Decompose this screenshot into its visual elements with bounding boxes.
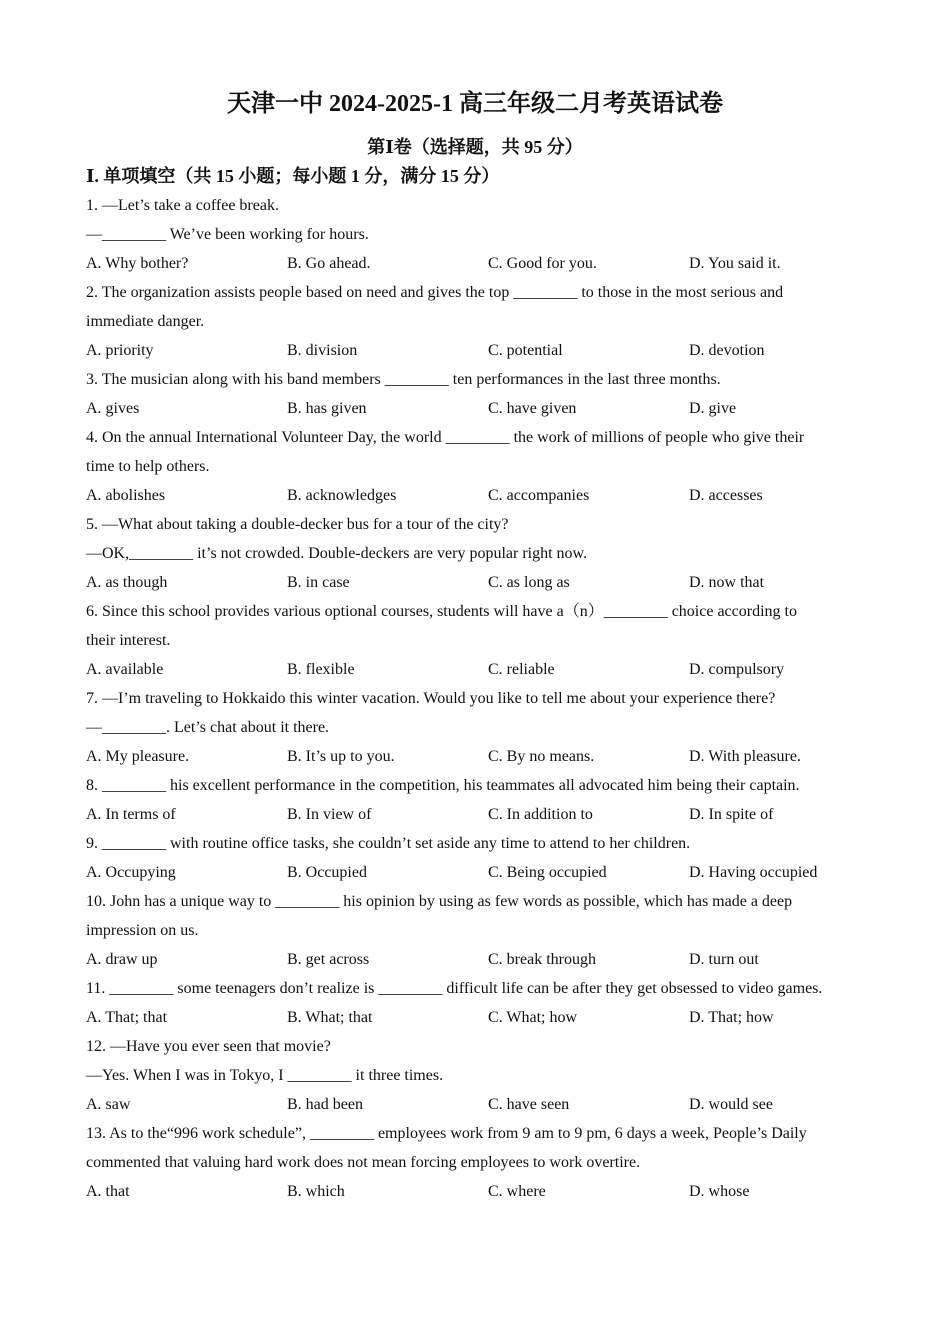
question-line: 9. ________ with routine office tasks, she couldn’t set aside any time to attend to her children. xyxy=(86,835,691,852)
question-line: 13. As to the“996 work schedule”, ________ employees work from 9 am to 9 pm, 6 days a week, People’s Daily xyxy=(86,1125,807,1142)
question-8 xyxy=(86,771,866,829)
question-line: 3. The musician along with his band members ________ ten performances in the last three months. xyxy=(86,371,721,388)
option-c: C. have given xyxy=(488,400,577,417)
option-c: C. Being occupied xyxy=(488,864,607,881)
option-b: B. had been xyxy=(287,1096,363,1113)
option-b: B. in case xyxy=(287,574,350,591)
section-heading: Ⅰ. 单项填空（共 15 小题；每小题 1 分，满分 15 分） xyxy=(86,166,500,186)
options-row xyxy=(86,742,866,771)
options-row xyxy=(86,1177,866,1206)
options-row xyxy=(86,1003,866,1032)
option-a: A. gives xyxy=(86,400,140,417)
option-d: D. devotion xyxy=(689,342,765,359)
options-row xyxy=(86,249,866,278)
question-5 xyxy=(86,510,866,597)
options-row xyxy=(86,1090,866,1119)
option-c: C. reliable xyxy=(488,661,555,678)
option-c: C. By no means. xyxy=(488,748,595,765)
option-a: A. Why bother? xyxy=(86,255,189,272)
option-d: D. give xyxy=(689,400,737,417)
question-1 xyxy=(86,191,866,278)
option-d: D. In spite of xyxy=(689,806,774,823)
option-b: B. What; that xyxy=(287,1009,373,1026)
option-c: C. What; how xyxy=(488,1009,578,1026)
question-line: —________ We’ve been working for hours. xyxy=(86,226,369,243)
option-b: B. acknowledges xyxy=(287,487,397,504)
question-line: 8. ________ his excellent performance in the competition, his teammates all advocated him being their captain. xyxy=(86,777,800,794)
question-4 xyxy=(86,423,866,510)
option-d: D. turn out xyxy=(689,951,759,968)
option-c: C. potential xyxy=(488,342,563,359)
question-line: 11. ________ some teenagers don’t realize is ________ difficult life can be after they get obsessed to video games. xyxy=(86,980,823,997)
option-d: D. compulsory xyxy=(689,661,785,678)
option-d: D. would see xyxy=(689,1096,773,1113)
option-b: B. get across xyxy=(287,951,370,968)
option-d: D. now that xyxy=(689,574,765,591)
options-row xyxy=(86,945,866,974)
question-line: —OK,________ it’s not crowded. Double-deckers are very popular right now. xyxy=(86,545,588,562)
question-line: 5. —What about taking a double-decker bus for a tour of the city? xyxy=(86,516,509,533)
question-11 xyxy=(86,974,866,1032)
question-line: 6. Since this school provides various optional courses, students will have a（n）________ choice according to xyxy=(86,603,797,620)
option-d: D. You said it. xyxy=(689,255,781,272)
exam-title: 天津一中 2024-2025-1 高三年级二月考英语试卷 xyxy=(227,91,723,117)
question-2 xyxy=(86,278,866,365)
option-a: A. priority xyxy=(86,342,154,359)
options-row xyxy=(86,800,866,829)
option-b: B. flexible xyxy=(287,661,355,678)
option-b: B. which xyxy=(287,1183,345,1200)
option-a: A. My pleasure. xyxy=(86,748,190,765)
option-b: B. Occupied xyxy=(287,864,367,881)
question-line: —________. Let’s chat about it there. xyxy=(86,719,330,736)
option-b: B. division xyxy=(287,342,358,359)
question-6 xyxy=(86,597,866,684)
question-13 xyxy=(86,1119,866,1206)
option-d: D. accesses xyxy=(689,487,763,504)
question-12 xyxy=(86,1032,866,1119)
options-row xyxy=(86,481,866,510)
question-line: 4. On the annual International Volunteer Day, the world ________ the work of millions of people who give their xyxy=(86,429,805,446)
option-c: C. break through xyxy=(488,951,596,968)
option-a: A. available xyxy=(86,661,164,678)
options-row xyxy=(86,858,866,887)
question-3 xyxy=(86,365,866,423)
option-a: A. In terms of xyxy=(86,806,176,823)
option-c: C. accompanies xyxy=(488,487,590,504)
question-line: 10. John has a unique way to ________ his opinion by using as few words as possible, which has made a deep xyxy=(86,893,793,910)
option-c: C. Good for you. xyxy=(488,255,597,272)
question-line: 2. The organization assists people based on need and gives the top ________ to those in the most serious and xyxy=(86,284,784,301)
option-c: C. where xyxy=(488,1183,546,1200)
question-line: impression on us. xyxy=(86,922,199,939)
option-c: C. In addition to xyxy=(488,806,593,823)
option-d: D. That; how xyxy=(689,1009,774,1026)
question-line: —Yes. When I was in Tokyo, I ________ it three times. xyxy=(86,1067,444,1084)
option-a: A. draw up xyxy=(86,951,158,968)
options-row xyxy=(86,568,866,597)
part-subtitle: 第Ⅰ卷（选择题，共 95 分） xyxy=(367,137,583,157)
question-10 xyxy=(86,887,866,974)
option-c: C. as long as xyxy=(488,574,570,591)
option-d: D. With pleasure. xyxy=(689,748,801,765)
option-b: B. It’s up to you. xyxy=(287,748,395,765)
options-row xyxy=(86,394,866,423)
option-b: B. has given xyxy=(287,400,367,417)
option-a: A. Occupying xyxy=(86,864,176,881)
option-d: D. Having occupied xyxy=(689,864,818,881)
option-a: A. as though xyxy=(86,574,168,591)
option-a: A. That; that xyxy=(86,1009,168,1026)
option-d: D. whose xyxy=(689,1183,750,1200)
question-line: time to help others. xyxy=(86,458,210,475)
question-line: commented that valuing hard work does not mean forcing employees to work overtire. xyxy=(86,1154,641,1171)
option-a: A. saw xyxy=(86,1096,131,1113)
question-line: 1. —Let’s take a coffee break. xyxy=(86,197,279,214)
option-a: A. abolishes xyxy=(86,487,166,504)
option-c: C. have seen xyxy=(488,1096,570,1113)
option-b: B. Go ahead. xyxy=(287,255,371,272)
question-line: their interest. xyxy=(86,632,171,649)
question-7 xyxy=(86,684,866,771)
question-line: immediate danger. xyxy=(86,313,205,330)
option-a: A. that xyxy=(86,1183,130,1200)
options-row xyxy=(86,655,866,684)
question-line: 7. —I’m traveling to Hokkaido this winter vacation. Would you like to tell me about your experience there? xyxy=(86,690,776,707)
question-line: 12. —Have you ever seen that movie? xyxy=(86,1038,331,1055)
question-list xyxy=(86,191,866,1206)
options-row xyxy=(86,336,866,365)
question-9 xyxy=(86,829,866,887)
option-b: B. In view of xyxy=(287,806,372,823)
